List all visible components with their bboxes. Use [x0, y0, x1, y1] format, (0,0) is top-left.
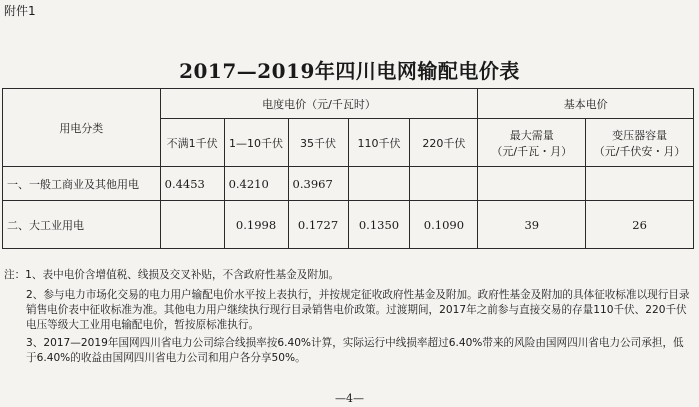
note-item: 3、2017—2019年国网四川省电力公司综合线损率按6.40%计算，实际运行中线损率超过6.40%带来的风险由国网四川省电力公司承担，低于6.40%的收益由国网四川省电力公司和用户各分享50%。 [26, 337, 684, 364]
price-cell [348, 167, 410, 201]
document-title: 2017—2019年四川电网输配电价表 [179, 59, 520, 83]
price-cell [410, 167, 478, 201]
table-row [3, 167, 694, 201]
price-cell: 0.4453 [160, 167, 224, 201]
max-demand-cell [478, 167, 586, 201]
max-demand-header [478, 119, 586, 167]
table-header-row-1 [3, 89, 694, 119]
transformer-cell [586, 167, 694, 201]
price-cell: 0.4210 [224, 167, 288, 201]
price-cell [160, 201, 224, 249]
table-row [3, 201, 694, 249]
price-cell: 0.1350 [348, 201, 410, 249]
transformer-unit: （元/千伏安・月） [593, 144, 686, 158]
voltage-header: 110千伏 [348, 119, 410, 167]
notes-section [4, 268, 694, 369]
energy-price-header: 电度电价（元/千瓦时） [160, 89, 478, 119]
voltage-header: 不满1千伏 [160, 119, 224, 167]
basic-price-header: 基本电价 [478, 89, 694, 119]
max-demand-label: 最大需量 [509, 128, 554, 142]
category-header: 用电分类 [3, 89, 161, 167]
price-cell: 0.1090 [410, 201, 478, 249]
attachment-label: 附件1 [4, 4, 36, 18]
price-cell: 0.3967 [288, 167, 348, 201]
page-number: —4— [335, 392, 364, 405]
voltage-header: 220千伏 [410, 119, 478, 167]
voltage-header: 35千伏 [288, 119, 348, 167]
price-table [2, 88, 694, 249]
row-category: 一、一般工商业及其他用电 [3, 167, 161, 201]
transformer-label: 变压器容量 [612, 128, 668, 142]
transformer-header [586, 119, 694, 167]
max-demand-cell: 39 [478, 201, 586, 249]
transformer-cell: 26 [586, 201, 694, 249]
price-cell: 0.1998 [224, 201, 288, 249]
voltage-header: 1—10千伏 [224, 119, 288, 167]
price-cell: 0.1727 [288, 201, 348, 249]
note-item: 注：1、表中电价含增值税、线损及交叉补贴，不含政府性基金及附加。 [4, 269, 340, 281]
note-item: 2、参与电力市场化交易的电力用户输配电价水平按上表执行，并按规定征收政府性基金及附加。政府性基金及附加的具体征收标准以现行目录销售电价表中征收标准为准。其他电力用户继续执行现行目录销售电价政策。过渡期间，2017年之前参与直接交易的存量110千伏、220千伏电压等级大工业用电输配电价，暂按原标准执行。 [26, 289, 690, 331]
row-category: 二、大工业用电 [3, 201, 161, 249]
max-demand-unit: （元/千瓦・月） [491, 144, 573, 158]
